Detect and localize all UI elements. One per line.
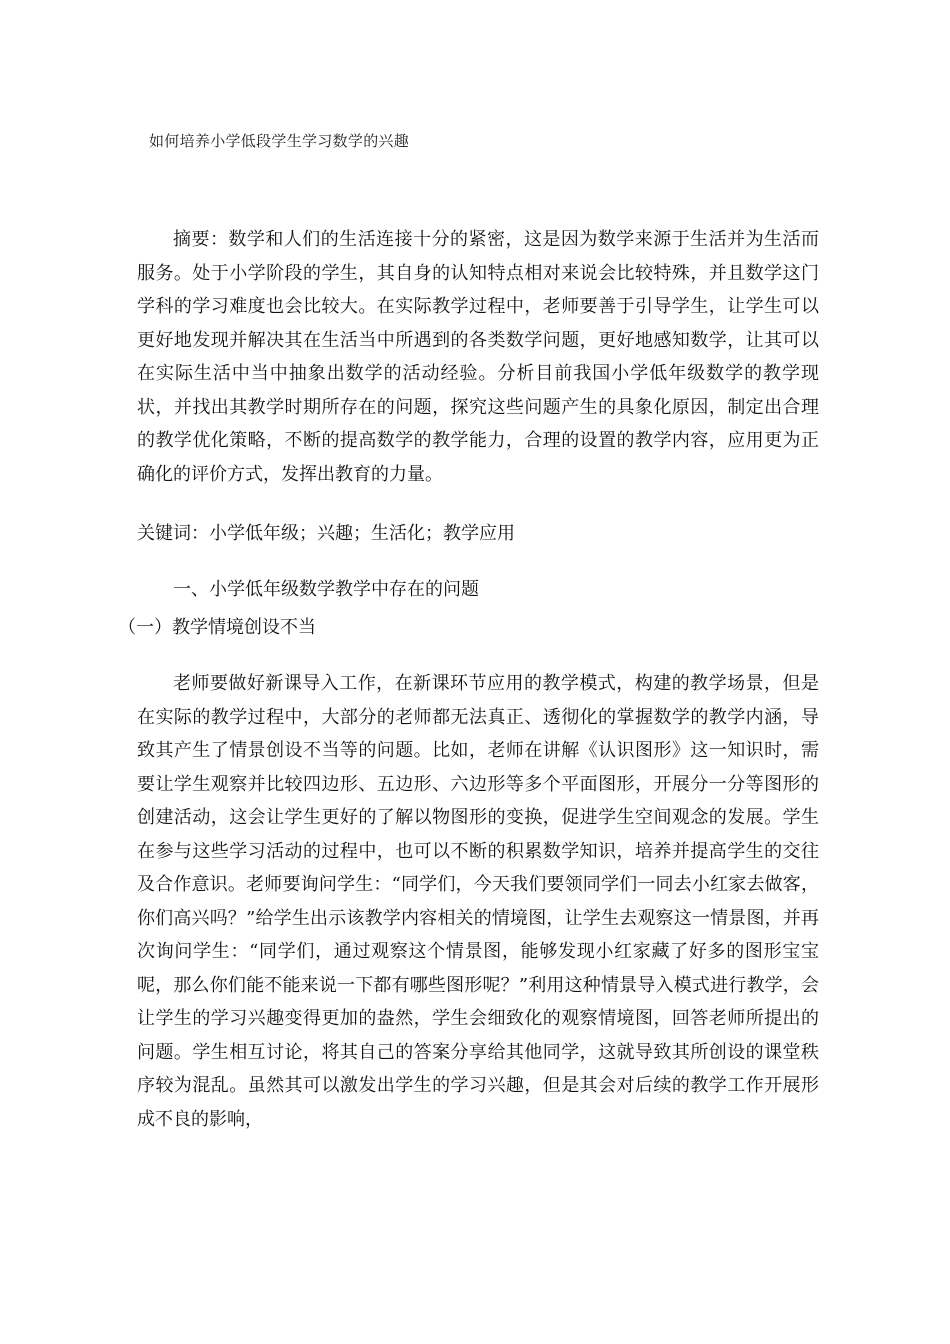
body-paragraph: 老师要做好新课导入工作，在新课环节应用的教学模式，构建的教学场景，但是在实际的教学过程中，大部分的老师都无法真正、透彻化的掌握数学的教学内涵，导致其产生了情景创设不当等的问题。比如，老师在讲解《认识图形》这一知识时，需要让学生观察并比较四边形、五边形、六边形等多个平面图形，开展分一分等图形的创建活动，这会让学生更好的了解以物图形的变换，促进学生空间观念的发展。学生在参与这些学习活动的过程中，也可以不断的积累数学知识，培养并提高学生的交往及合作意识。老师要询问学生：“同学们，今天我们要领同学们一同去小红家去做客，你们高兴吗？”给学生出示该教学内容相关的情境图，让学生去观察这一情景图，并再次询问学生：“同学们，通过观察这个情景图，能够发现小红家藏了好多的图形宝宝呢，那么你们能不能来说一下都有哪些图形呢？”利用这种情景导入模式进行教学，会让学生的学习兴趣变得更加的盎然，学生会细致化的观察情境图，回答老师所提出的问题。学生相互讨论，将其自己的答案分享给其他同学，这就导致其所创设的课堂秩序较为混乱。虽然其可以激发出学生的学习兴趣，但是其会对后续的教学工作开展形成不良的影响， [137,673,819,1130]
document-title: 如何培养小学低段学生学习数学的兴趣 [149,132,410,150]
abstract-paragraph: 摘要：数学和人们的生活连接十分的紧密，这是因为数学来源于生活并为生活而服务。处于小学阶段的学生，其自身的认知特点相对来说会比较特殊，并且数学这门学科的学习难度也会比较大。在实际教学过程中，老师要善于引导学生，让学生可以更好地发现并解决其在生活当中所遇到的各类数学问题，更好地感知数学，让其可以在实际生活中当中抽象出数学的活动经验。分析目前我国小学低年级数学的教学现状，并找出其教学时期所存在的问题，探究这些问题产生的具象化原因，制定出合理的教学优化策略，不断的提高数学的教学能力，合理的设置的教学内容，应用更为正确化的评价方式，发挥出教育的力量。 [137,229,819,485]
keywords-line: 关键词：小学低年级；兴趣；生活化；教学应用 [137,523,515,544]
body-block [137,667,819,1136]
section-heading: 一、小学低年级数学教学中存在的问题 [173,579,479,600]
subsection-heading: （一）教学情境创设不当 [118,617,316,638]
abstract-block [137,223,819,491]
